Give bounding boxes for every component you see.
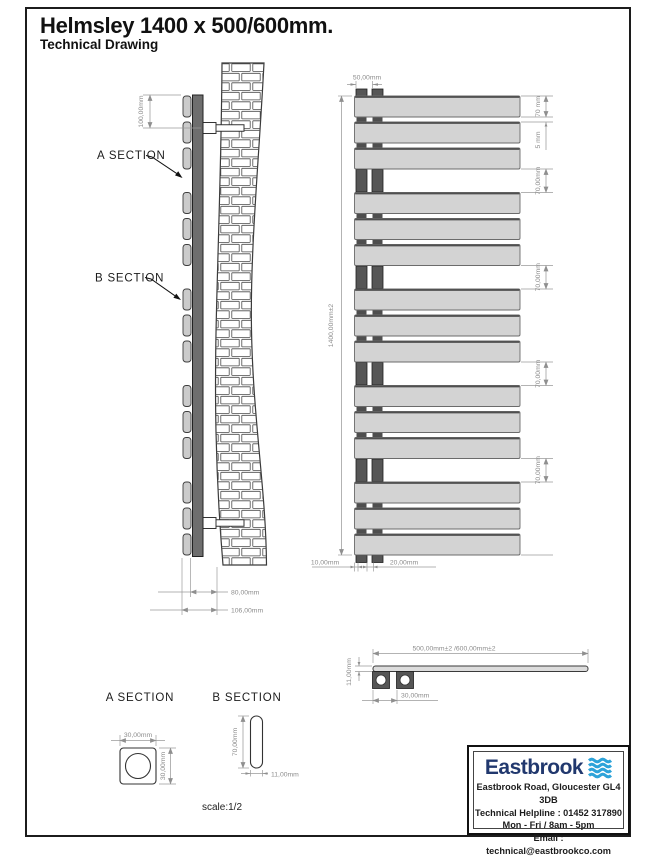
b-section-panel-outline — [251, 716, 263, 768]
side-view — [95, 63, 267, 615]
plan-view — [346, 646, 588, 705]
tube-dash — [357, 433, 367, 437]
dim-section-gap-2: 70,00mm — [535, 263, 542, 292]
dim-panel-depth: 11,00mm — [346, 658, 353, 686]
a-section-detail — [106, 692, 176, 784]
front-panel — [355, 341, 521, 362]
side-panel — [183, 96, 191, 117]
side-panel — [183, 508, 191, 529]
tube-dash — [357, 529, 367, 533]
a-section-callout: A SECTION — [97, 150, 166, 162]
tube-dash — [373, 433, 383, 437]
manufacturer-address: Eastbrook Road, Gloucester GL4 3DB — [476, 782, 621, 805]
front-panel — [355, 122, 521, 143]
tube-dash — [373, 336, 383, 340]
vertical-tube — [372, 363, 383, 386]
dim-section-gap-1: 70,00mm — [535, 166, 542, 195]
right-extension-lines — [521, 96, 553, 555]
tube-dash — [357, 310, 367, 314]
side-panel — [183, 219, 191, 240]
dim-tube-spacing: 30,00mm — [401, 692, 430, 700]
manufacturer-box — [467, 745, 630, 856]
tube-stub — [372, 555, 383, 562]
plan-tube-section-2 — [397, 672, 414, 689]
side-panel — [183, 341, 191, 362]
manufacturer-box-inner — [473, 751, 624, 856]
b-section-detail — [212, 692, 299, 779]
front-panel — [355, 289, 521, 310]
front-panel — [355, 482, 521, 503]
front-panel — [355, 193, 521, 214]
a-section-height: 30,00mm — [160, 751, 167, 781]
tube-dash — [357, 503, 367, 507]
vertical-tube — [356, 170, 367, 193]
front-panel — [355, 412, 521, 433]
b-section-callout: B SECTION — [95, 272, 165, 285]
vertical-tube — [372, 459, 383, 482]
a-section-tube-bore — [126, 754, 151, 779]
tube-dash — [357, 336, 367, 340]
tube-dash — [357, 143, 367, 147]
tube-dash — [373, 503, 383, 507]
vertical-tube — [356, 266, 367, 289]
tube-dash — [373, 143, 383, 147]
vertical-tube — [372, 170, 383, 193]
tube-dash — [357, 214, 367, 218]
manufacturer-hours: Mon - Fri / 8am - 5pm — [502, 820, 595, 831]
front-panel — [355, 315, 521, 336]
plan-panel-bar — [373, 666, 588, 672]
front-panel — [355, 508, 521, 529]
plan-tube-section-1 — [373, 672, 390, 689]
manufacturer-email: Email : technical@eastbrookco.com — [486, 833, 611, 856]
side-panel — [183, 122, 191, 143]
tube-stub — [372, 89, 383, 96]
dim-panel-height: 70 mm — [535, 96, 542, 117]
manufacturer-helpline: Technical Helpline : 01452 317890 — [475, 807, 622, 818]
tube-dash — [373, 310, 383, 314]
front-panel — [355, 96, 521, 117]
dim-bottom-tube-gap: 20,00mm — [389, 559, 419, 567]
dim-top-tube-spacing: 50,00mm — [352, 74, 382, 82]
side-panel — [183, 412, 191, 433]
side-tube-bar — [193, 95, 204, 557]
side-panel — [183, 289, 191, 310]
b-section-arrow — [173, 294, 181, 300]
vertical-tube — [356, 459, 367, 482]
eastbrook-logo-text: Eastbrook — [484, 756, 584, 779]
a-section-title: A SECTION — [105, 692, 175, 704]
dim-bracket-offset: 100,00mm — [138, 95, 145, 128]
tube-dash — [373, 117, 383, 121]
front-panel — [355, 245, 521, 266]
a-section-width: 30,00mm — [123, 732, 153, 739]
dim-panel-gap: 5 mm — [535, 131, 542, 149]
tube-stub — [356, 89, 367, 96]
tube-dash — [373, 407, 383, 411]
tube-dash — [373, 529, 383, 533]
front-panel — [355, 386, 521, 407]
dim-section-gap-4: 70,00mm — [535, 456, 542, 485]
dim-overall-width: 500,00mm±2 /600,00mm±2 — [412, 645, 496, 653]
a-section-arrow — [175, 171, 183, 178]
eastbrook-waves-icon — [588, 758, 612, 778]
b-section-height: 70,00mm — [232, 727, 239, 757]
side-panel — [183, 534, 191, 555]
tube-dash — [357, 240, 367, 244]
vertical-tube — [372, 266, 383, 289]
side-panel — [183, 438, 191, 459]
wall-brick-hatch — [216, 63, 267, 565]
page-subtitle: Technical Drawing — [40, 37, 159, 52]
side-panel — [183, 193, 191, 214]
side-panel — [183, 386, 191, 407]
side-panel — [183, 245, 191, 266]
dim-overall-height: 1400,00mm±2 — [328, 303, 335, 348]
side-panel — [183, 482, 191, 503]
tube-dash — [373, 240, 383, 244]
side-panel — [183, 315, 191, 336]
b-section-title: B SECTION — [212, 692, 282, 704]
b-section-width: 11,00mm — [271, 771, 299, 779]
front-panel — [355, 219, 521, 240]
dim-section-gap-3: 70,00mm — [535, 359, 542, 388]
side-view-panels — [183, 96, 191, 555]
side-panel — [183, 148, 191, 169]
dim-depth-overall: 106,00mm — [231, 607, 264, 615]
tube-dash — [373, 214, 383, 218]
tube-stub — [356, 555, 367, 562]
front-panel — [355, 534, 521, 555]
page-title: Helmsley 1400 x 500/600mm. — [40, 13, 334, 38]
front-panel — [355, 148, 521, 169]
tube-dash — [357, 407, 367, 411]
tube-dash — [357, 117, 367, 121]
vertical-tube — [356, 363, 367, 386]
front-panel — [355, 438, 521, 459]
scale-note: scale:1/2 — [202, 802, 243, 813]
dim-bottom-offset: 10,00mm — [310, 559, 340, 567]
dim-depth-tubes: 80,00mm — [231, 589, 260, 597]
front-view-panels — [355, 96, 521, 555]
front-view — [311, 75, 553, 572]
